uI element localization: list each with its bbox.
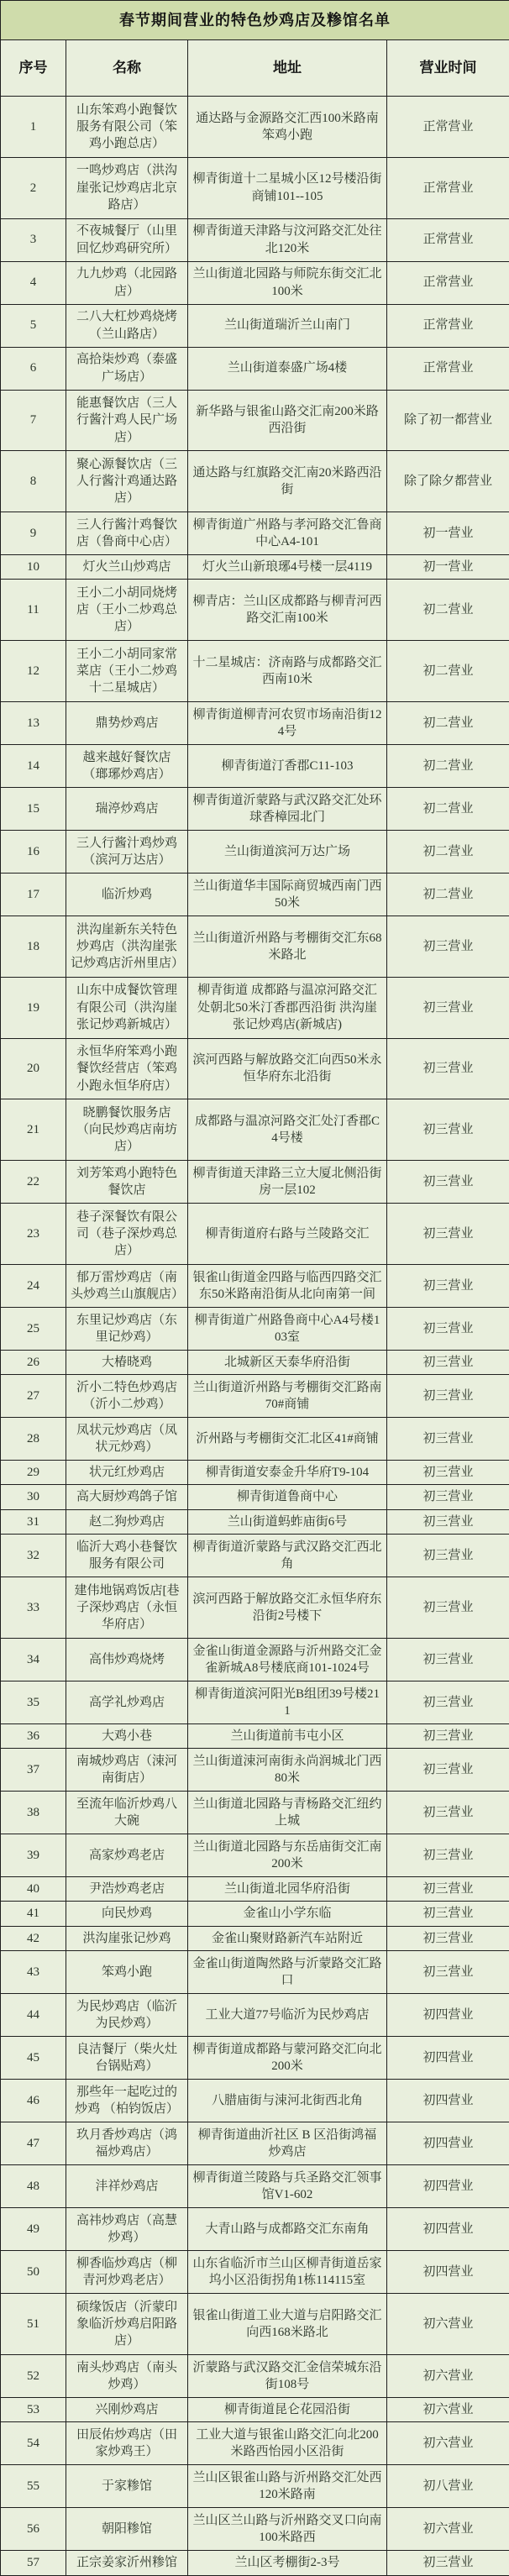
shop-name-cell: 能惠餐饮店（三人行酱汁鸡人民广场店） — [66, 390, 188, 451]
table-row — [1, 2251, 509, 2294]
serial-cell: 12 — [1, 641, 66, 702]
address-cell: 兰山街道泰盛广场4楼 — [188, 347, 387, 390]
serial-cell: 37 — [1, 1749, 66, 1792]
serial-cell: 32 — [1, 1534, 66, 1577]
hours-cell: 初三营业 — [387, 1161, 509, 1204]
shop-name-cell: 高拾柒炒鸡（泰盛广场店） — [66, 347, 188, 390]
table-row — [1, 218, 509, 261]
serial-cell: 24 — [1, 1264, 66, 1307]
shop-name-cell: 不夜城餐厅（山里回忆炒鸡研究所） — [66, 218, 188, 261]
serial-cell: 39 — [1, 1834, 66, 1877]
shop-name-cell: 刘芳笨鸡小跑特色餐饮店 — [66, 1161, 188, 1204]
shop-name-cell: 硕缘饭店（沂蒙印象临沂炒鸡启阳路店） — [66, 2294, 188, 2355]
table-row — [1, 1534, 509, 1577]
hours-cell: 正常营业 — [387, 97, 509, 158]
shop-name-cell: 南城炒鸡店（涑河南街店） — [66, 1749, 188, 1792]
hours-cell: 正常营业 — [387, 157, 509, 218]
shop-name-cell: 高伟炒鸡烧烤 — [66, 1638, 188, 1681]
serial-cell: 17 — [1, 874, 66, 916]
serial-cell: 15 — [1, 787, 66, 830]
shop-name-cell: 瑞渟炒鸡店 — [66, 787, 188, 830]
serial-cell: 57 — [1, 2551, 66, 2576]
address-cell: 大青山路与成都路交汇东南角 — [188, 2208, 387, 2251]
table-row — [1, 787, 509, 830]
serial-cell: 49 — [1, 2208, 66, 2251]
serial-cell: 30 — [1, 1485, 66, 1509]
address-cell: 柳青街道柳青河农贸市场南沿街124号 — [188, 701, 387, 744]
hours-cell: 初三营业 — [387, 916, 509, 978]
hours-cell: 初三营业 — [387, 1681, 509, 1723]
table-row — [1, 2397, 509, 2421]
serial-cell: 22 — [1, 1161, 66, 1204]
table-row — [1, 555, 509, 580]
shop-name-cell: 巷子深餐饮有限公司（巷子深炒鸡总店） — [66, 1204, 188, 1265]
hours-cell: 初三营业 — [387, 1509, 509, 1534]
hours-cell: 初三营业 — [387, 1902, 509, 1926]
shop-name-cell: 建伟地锅鸡饭店[巷子深炒鸡店（永恒华府店） — [66, 1577, 188, 1639]
shop-name-cell: 田辰佑炒鸡店（田家炒鸡王） — [66, 2422, 188, 2465]
address-cell: 柳青街道兰陵路与兵圣路交汇领事馆V1-602 — [188, 2164, 387, 2207]
serial-cell: 41 — [1, 1902, 66, 1926]
serial-cell: 51 — [1, 2294, 66, 2355]
table-row — [1, 1099, 509, 1161]
hours-cell: 初三营业 — [387, 1204, 509, 1265]
address-cell: 兰山街道蚂蚱庙街6号 — [188, 1509, 387, 1534]
address-cell: 兰山街道滨河万达广场 — [188, 830, 387, 873]
address-cell: 兰山街道华丰国际商贸城西南门西50米 — [188, 874, 387, 916]
table-row — [1, 347, 509, 390]
shop-name-cell: 凤状元炒鸡店（凤状元炒鸡） — [66, 1418, 188, 1461]
hours-cell: 初三营业 — [387, 1307, 509, 1350]
serial-cell: 21 — [1, 1099, 66, 1161]
hours-cell: 初三营业 — [387, 1350, 509, 1374]
serial-cell: 23 — [1, 1204, 66, 1265]
address-cell: 滨河西路于解放路交汇永恒华府东沿街2号楼下 — [188, 1577, 387, 1639]
address-cell: 工业大道77号临沂为民炒鸡店 — [188, 1993, 387, 2036]
hours-cell: 初三营业 — [387, 1723, 509, 1748]
table-row — [1, 1350, 509, 1374]
shop-name-cell: 东里记炒鸡店（东里记炒鸡） — [66, 1307, 188, 1350]
shop-name-cell: 沂小二特色炒鸡店（沂小二炒鸡） — [66, 1375, 188, 1418]
address-cell: 山东省临沂市兰山区柳青街道岳家坞小区沿街拐角1栋114115室 — [188, 2251, 387, 2294]
serial-cell: 55 — [1, 2465, 66, 2508]
address-cell: 灯火兰山新琅琊4号楼一层4119 — [188, 555, 387, 580]
table-row — [1, 1950, 509, 1993]
address-cell: 沂州路与考棚街交汇北区41#商铺 — [188, 1418, 387, 1461]
shop-name-cell: 临沂大鸡小巷餐饮服务有限公司 — [66, 1534, 188, 1577]
address-cell: 通达路与金源路交汇西100米路南笨鸡小跑 — [188, 97, 387, 158]
shop-name-cell: 晓鹏餐饮服务店（向民炒鸡店南坊店） — [66, 1099, 188, 1161]
hours-cell: 正常营业 — [387, 304, 509, 347]
address-cell: 金雀山街道陶然路与沂蒙路交汇路口 — [188, 1950, 387, 1993]
shop-name-cell: 大鸡小巷 — [66, 1723, 188, 1748]
shop-name-cell: 二八大杠炒鸡烧烤（兰山路店） — [66, 304, 188, 347]
address-cell: 兰山区兰山路与沂州路交叉口向南100米路西 — [188, 2508, 387, 2551]
address-cell: 银雀山街道金四路与临西四路交汇东50米路南沿街从北向南第一间 — [188, 1264, 387, 1307]
table-row — [1, 97, 509, 158]
serial-cell: 1 — [1, 97, 66, 158]
serial-cell: 4 — [1, 261, 66, 304]
table-row — [1, 1681, 509, 1723]
serial-cell: 52 — [1, 2354, 66, 2397]
serial-cell: 16 — [1, 830, 66, 873]
address-cell: 兰山街道沂州路与考棚街交汇东68米路北 — [188, 916, 387, 978]
hours-cell: 初一营业 — [387, 555, 509, 580]
serial-cell: 44 — [1, 1993, 66, 2036]
table-row — [1, 1834, 509, 1877]
serial-cell: 45 — [1, 2036, 66, 2079]
shop-name-cell: 九九炒鸡（北园路店） — [66, 261, 188, 304]
hours-cell: 初四营业 — [387, 1993, 509, 2036]
table-row — [1, 304, 509, 347]
shop-name-cell: 笨鸡小跑 — [66, 1950, 188, 1993]
hours-cell: 初六营业 — [387, 2508, 509, 2551]
table-row — [1, 1993, 509, 2036]
table-row — [1, 1723, 509, 1748]
address-cell: 柳青街道天津路与汶河路交汇处往北120米 — [188, 218, 387, 261]
hours-cell: 初一营业 — [387, 512, 509, 555]
table-row — [1, 1485, 509, 1509]
serial-cell: 3 — [1, 218, 66, 261]
table-row — [1, 1926, 509, 1950]
serial-cell: 7 — [1, 390, 66, 451]
serial-cell: 34 — [1, 1638, 66, 1681]
shop-name-cell: 柳香临炒鸡店（柳青河炒鸡老店） — [66, 2251, 188, 2294]
hours-cell: 初四营业 — [387, 2208, 509, 2251]
hours-cell: 初三营业 — [387, 1950, 509, 1993]
shop-name-cell: 那些年一起吃过的炒鸡 （柏钧饭店） — [66, 2079, 188, 2122]
address-cell: 柳青街道十二星城小区12号楼沿街商铺101--105 — [188, 157, 387, 218]
hours-cell: 初四营业 — [387, 2036, 509, 2079]
address-cell: 柳青街道曲沂社区 B 区沿街鸿福炒鸡店 — [188, 2122, 387, 2164]
shop-name-cell: 山东笨鸡小跑餐饮服务有限公司（笨鸡小跑总店） — [66, 97, 188, 158]
hours-cell: 初三营业 — [387, 1638, 509, 1681]
address-cell: 新华路与银雀山路交汇南200米路西沿街 — [188, 390, 387, 451]
serial-cell: 20 — [1, 1038, 66, 1099]
hours-cell: 初四营业 — [387, 2251, 509, 2294]
table-row — [1, 2079, 509, 2122]
header-row — [1, 40, 509, 97]
table-row — [1, 1375, 509, 1418]
table-row — [1, 641, 509, 702]
serial-cell: 38 — [1, 1792, 66, 1834]
serial-cell: 40 — [1, 1877, 66, 1902]
serial-cell: 43 — [1, 1950, 66, 1993]
serial-cell: 18 — [1, 916, 66, 978]
hours-cell: 初三营业 — [387, 2551, 509, 2576]
address-cell: 兰山街道北园华府沿街 — [188, 1877, 387, 1902]
shop-name-cell: 高祎炒鸡店（高慧炒鸡） — [66, 2208, 188, 2251]
table-row — [1, 451, 509, 512]
table-row — [1, 701, 509, 744]
table-row — [1, 390, 509, 451]
address-cell: 柳青街道沂蒙路与武汉路交汇处环球香樟园北门 — [188, 787, 387, 830]
hours-cell: 初二营业 — [387, 787, 509, 830]
table-row — [1, 2508, 509, 2551]
shop-name-cell: 王小二小胡同烧烤店（王小二炒鸡总店） — [66, 580, 188, 641]
shop-name-cell: 兴刚炒鸡店 — [66, 2397, 188, 2421]
table-row — [1, 1577, 509, 1639]
hours-cell: 初二营业 — [387, 701, 509, 744]
hours-cell: 初二营业 — [387, 830, 509, 873]
table-row — [1, 2422, 509, 2465]
address-cell: 柳青街道府右路与兰陵路交汇 — [188, 1204, 387, 1265]
serial-cell: 33 — [1, 1577, 66, 1639]
address-cell: 金雀山街道金源路与沂州路交汇金雀新城A8号楼底商101-1024号 — [188, 1638, 387, 1681]
shop-name-cell: 至流年临沂炒鸡八大碗 — [66, 1792, 188, 1834]
shop-name-cell: 永恒华府笨鸡小跑餐饮经营店（笨鸡小跑永恒华府店） — [66, 1038, 188, 1099]
shop-name-cell: 于家糁馆 — [66, 2465, 188, 2508]
shop-name-cell: 高学礼炒鸡店 — [66, 1681, 188, 1723]
address-cell: 通达路与红旗路交汇南20米路西沿街 — [188, 451, 387, 512]
serial-cell: 54 — [1, 2422, 66, 2465]
serial-cell: 10 — [1, 555, 66, 580]
hours-cell: 初六营业 — [387, 2354, 509, 2397]
shop-name-cell: 正宗姜家沂州糁馆 — [66, 2551, 188, 2576]
column-header-name: 名称 — [66, 40, 188, 97]
hours-cell: 初三营业 — [387, 977, 509, 1038]
shop-name-cell: 洪沟崖张记炒鸡 — [66, 1926, 188, 1950]
serial-cell: 50 — [1, 2251, 66, 2294]
hours-cell: 初三营业 — [387, 1038, 509, 1099]
column-header-hours: 营业时间 — [387, 40, 509, 97]
hours-cell: 正常营业 — [387, 218, 509, 261]
shop-name-cell: 灯火兰山炒鸡店 — [66, 555, 188, 580]
address-cell: 兰山街道沂州路与考棚街交汇路南70#商铺 — [188, 1375, 387, 1418]
table-row — [1, 1877, 509, 1902]
hours-cell: 初三营业 — [387, 1534, 509, 1577]
table-row — [1, 1204, 509, 1265]
table-row — [1, 2465, 509, 2508]
shop-name-cell: 鼎势炒鸡店 — [66, 701, 188, 744]
table-row — [1, 1161, 509, 1204]
hours-cell: 初二营业 — [387, 744, 509, 787]
table-row — [1, 1264, 509, 1307]
table-row — [1, 2208, 509, 2251]
table-row — [1, 1749, 509, 1792]
column-header-serial: 序号 — [1, 40, 66, 97]
title-row — [1, 1, 509, 40]
address-cell: 柳青街道鲁商中心 — [188, 1485, 387, 1509]
serial-cell: 28 — [1, 1418, 66, 1461]
address-cell: 兰山街道北园路与师院东街交汇北100米 — [188, 261, 387, 304]
address-cell: 滨河西路与解放路交汇向西50米永恒华府东北沿街 — [188, 1038, 387, 1099]
hours-cell: 初三营业 — [387, 1264, 509, 1307]
serial-cell: 6 — [1, 347, 66, 390]
serial-cell: 9 — [1, 512, 66, 555]
shop-name-cell: 临沂炒鸡 — [66, 874, 188, 916]
column-header-address: 地址 — [188, 40, 387, 97]
shop-name-cell: 状元红炒鸡店 — [66, 1461, 188, 1485]
table-row — [1, 916, 509, 978]
address-cell: 柳青街道 成都路与温凉河路交汇处朝北50米汀香郡西沿街 洪沟崖张记炒鸡店(新城店) — [188, 977, 387, 1038]
address-cell: 柳青街道沂蒙路与武汉路交汇西北角 — [188, 1534, 387, 1577]
address-cell: 北城新区天泰华府沿街 — [188, 1350, 387, 1374]
hours-cell: 初八营业 — [387, 2465, 509, 2508]
serial-cell: 47 — [1, 2122, 66, 2164]
hours-cell: 初六营业 — [387, 2294, 509, 2355]
table-row — [1, 2551, 509, 2576]
shop-name-cell: 高家炒鸡老店 — [66, 1834, 188, 1877]
hours-cell: 初四营业 — [387, 2164, 509, 2207]
serial-cell: 26 — [1, 1350, 66, 1374]
shop-name-cell: 高大厨炒鸡鸽子馆 — [66, 1485, 188, 1509]
table-row — [1, 2122, 509, 2164]
address-cell: 柳青街道汀香郡C11-103 — [188, 744, 387, 787]
serial-cell: 36 — [1, 1723, 66, 1748]
address-cell: 金雀山聚财路新汽车站附近 — [188, 1926, 387, 1950]
table-row — [1, 1509, 509, 1534]
address-cell: 成都路与温凉河路交汇处汀香郡C4号楼 — [188, 1099, 387, 1161]
shop-name-cell: 郁万雷炒鸡店（南头炒鸡兰山旗舰店） — [66, 1264, 188, 1307]
address-cell: 工业大道与银雀山路交汇向北200米路西怡园小区沿街 — [188, 2422, 387, 2465]
shop-name-cell: 越来越好餐饮店（瑯琊炒鸡店） — [66, 744, 188, 787]
serial-cell: 14 — [1, 744, 66, 787]
hours-cell: 初六营业 — [387, 2422, 509, 2465]
table-row — [1, 512, 509, 555]
table-row — [1, 744, 509, 787]
hours-cell: 正常营业 — [387, 347, 509, 390]
shop-name-cell: 山东中成餐饮管理有限公司（洪沟崖张记炒鸡新城店） — [66, 977, 188, 1038]
address-cell: 兰山街道涑河南街永尚润城北门西80米 — [188, 1749, 387, 1792]
table-row — [1, 830, 509, 873]
hours-cell: 初三营业 — [387, 1926, 509, 1950]
document-title: 春节期间营业的特色炒鸡店及糁馆名单 — [1, 1, 509, 40]
hours-cell: 初六营业 — [387, 2397, 509, 2421]
hours-cell: 初三营业 — [387, 1577, 509, 1639]
shop-name-cell: 朝阳糁馆 — [66, 2508, 188, 2551]
address-cell: 兰山街道北园路与东岳庙街交汇南200米 — [188, 1834, 387, 1877]
table-row — [1, 874, 509, 916]
address-cell: 八腊庙街与涑河北街西北角 — [188, 2079, 387, 2122]
serial-cell: 11 — [1, 580, 66, 641]
hours-cell: 初三营业 — [387, 1485, 509, 1509]
address-cell: 十二星城店：济南路与成都路交汇西南10米 — [188, 641, 387, 702]
serial-cell: 35 — [1, 1681, 66, 1723]
hours-cell: 初四营业 — [387, 2122, 509, 2164]
table-row — [1, 1902, 509, 1926]
shop-name-cell: 为民炒鸡店（临沂为民炒鸡） — [66, 1993, 188, 2036]
table-row — [1, 580, 509, 641]
shop-name-cell: 赵二狗炒鸡店 — [66, 1509, 188, 1534]
address-cell: 柳青街道天津路三立大厦北侧沿街房一层102 — [188, 1161, 387, 1204]
address-cell: 兰山区考棚街2-3号 — [188, 2551, 387, 2576]
hours-cell: 初二营业 — [387, 874, 509, 916]
serial-cell: 8 — [1, 451, 66, 512]
hours-cell: 初三营业 — [387, 1418, 509, 1461]
serial-cell: 53 — [1, 2397, 66, 2421]
hours-cell: 初三营业 — [387, 1461, 509, 1485]
address-cell: 银雀山街道工业大道与启阳路交汇向西168米路北 — [188, 2294, 387, 2355]
hours-cell: 初二营业 — [387, 580, 509, 641]
shop-name-cell: 聚心源餐饮店（三人行酱汁鸡通达路店） — [66, 451, 188, 512]
table-row — [1, 977, 509, 1038]
hours-cell: 初三营业 — [387, 1792, 509, 1834]
hours-cell: 初四营业 — [387, 2079, 509, 2122]
address-cell: 沂蒙路与武汉路交汇金信荣城东沿街108号 — [188, 2354, 387, 2397]
hours-cell: 除了初一都营业 — [387, 390, 509, 451]
table-row — [1, 1792, 509, 1834]
shop-name-cell: 三人行酱汁鸡炒鸡（滨河万达店） — [66, 830, 188, 873]
table-row — [1, 2294, 509, 2355]
shop-name-cell: 一鸣炒鸡店（洪沟崖张记炒鸡店北京路店） — [66, 157, 188, 218]
shop-name-cell: 三人行酱汁鸡餐饮店（鲁商中心店） — [66, 512, 188, 555]
address-cell: 柳青街道广州路鲁商中心A4号楼103室 — [188, 1307, 387, 1350]
shop-name-cell: 向民炒鸡 — [66, 1902, 188, 1926]
serial-cell: 5 — [1, 304, 66, 347]
table-row — [1, 157, 509, 218]
hours-cell: 初二营业 — [387, 641, 509, 702]
table-row — [1, 1038, 509, 1099]
address-cell: 兰山街道前韦屯小区 — [188, 1723, 387, 1748]
shop-name-cell: 良洁餐厅（柴火灶台锅贴鸡） — [66, 2036, 188, 2079]
shop-name-cell: 洪沟崖新东关特色炒鸡店（洪沟崖张记炒鸡店沂州里店） — [66, 916, 188, 978]
hours-cell: 初三营业 — [387, 1749, 509, 1792]
address-cell: 柳青街道昆仑花园沿街 — [188, 2397, 387, 2421]
serial-cell: 27 — [1, 1375, 66, 1418]
address-cell: 柳青店：兰山区成都路与柳青河西路交汇南100米 — [188, 580, 387, 641]
shop-name-cell: 王小二小胡同家常菜店（王小二炒鸡十二星城店） — [66, 641, 188, 702]
serial-cell: 46 — [1, 2079, 66, 2122]
table-row — [1, 1418, 509, 1461]
address-cell: 兰山街道北园路与青杨路交汇纽约上城 — [188, 1792, 387, 1834]
hours-cell: 除了除夕都营业 — [387, 451, 509, 512]
serial-cell: 48 — [1, 2164, 66, 2207]
table-row — [1, 261, 509, 304]
table-row — [1, 2164, 509, 2207]
address-cell: 兰山街道瑞沂兰山南门 — [188, 304, 387, 347]
address-cell: 柳青街道广州路与孝河路交汇鲁商中心A4-101 — [188, 512, 387, 555]
serial-cell: 13 — [1, 701, 66, 744]
table-row — [1, 2354, 509, 2397]
address-cell: 兰山区银雀山路与沂州路交汇处西120米路南 — [188, 2465, 387, 2508]
shop-name-cell: 沣祥炒鸡店 — [66, 2164, 188, 2207]
table-row — [1, 1307, 509, 1350]
serial-cell: 2 — [1, 157, 66, 218]
address-cell: 柳青街道成都路与蒙河路交汇向北200米 — [188, 2036, 387, 2079]
shop-name-cell: 南头炒鸡店（南头炒鸡） — [66, 2354, 188, 2397]
table-row — [1, 2036, 509, 2079]
shop-name-cell: 玖月香炒鸡店（鸿福炒鸡店） — [66, 2122, 188, 2164]
shop-name-cell: 大椿晓鸡 — [66, 1350, 188, 1374]
table-row — [1, 1638, 509, 1681]
serial-cell: 56 — [1, 2508, 66, 2551]
address-cell: 金雀山小学东临 — [188, 1902, 387, 1926]
address-cell: 柳青街道滨河阳光B组团39号楼211 — [188, 1681, 387, 1723]
hours-cell: 初三营业 — [387, 1099, 509, 1161]
hours-cell: 初三营业 — [387, 1375, 509, 1418]
table-row — [1, 1461, 509, 1485]
hours-cell: 初三营业 — [387, 1834, 509, 1877]
serial-cell: 29 — [1, 1461, 66, 1485]
serial-cell: 19 — [1, 977, 66, 1038]
shop-name-cell: 尹浩炒鸡老店 — [66, 1877, 188, 1902]
hours-cell: 正常营业 — [387, 261, 509, 304]
hours-cell: 初三营业 — [387, 1877, 509, 1902]
serial-cell: 25 — [1, 1307, 66, 1350]
address-cell: 柳青街道安泰金升华府T9-104 — [188, 1461, 387, 1485]
serial-cell: 31 — [1, 1509, 66, 1534]
serial-cell: 42 — [1, 1926, 66, 1950]
